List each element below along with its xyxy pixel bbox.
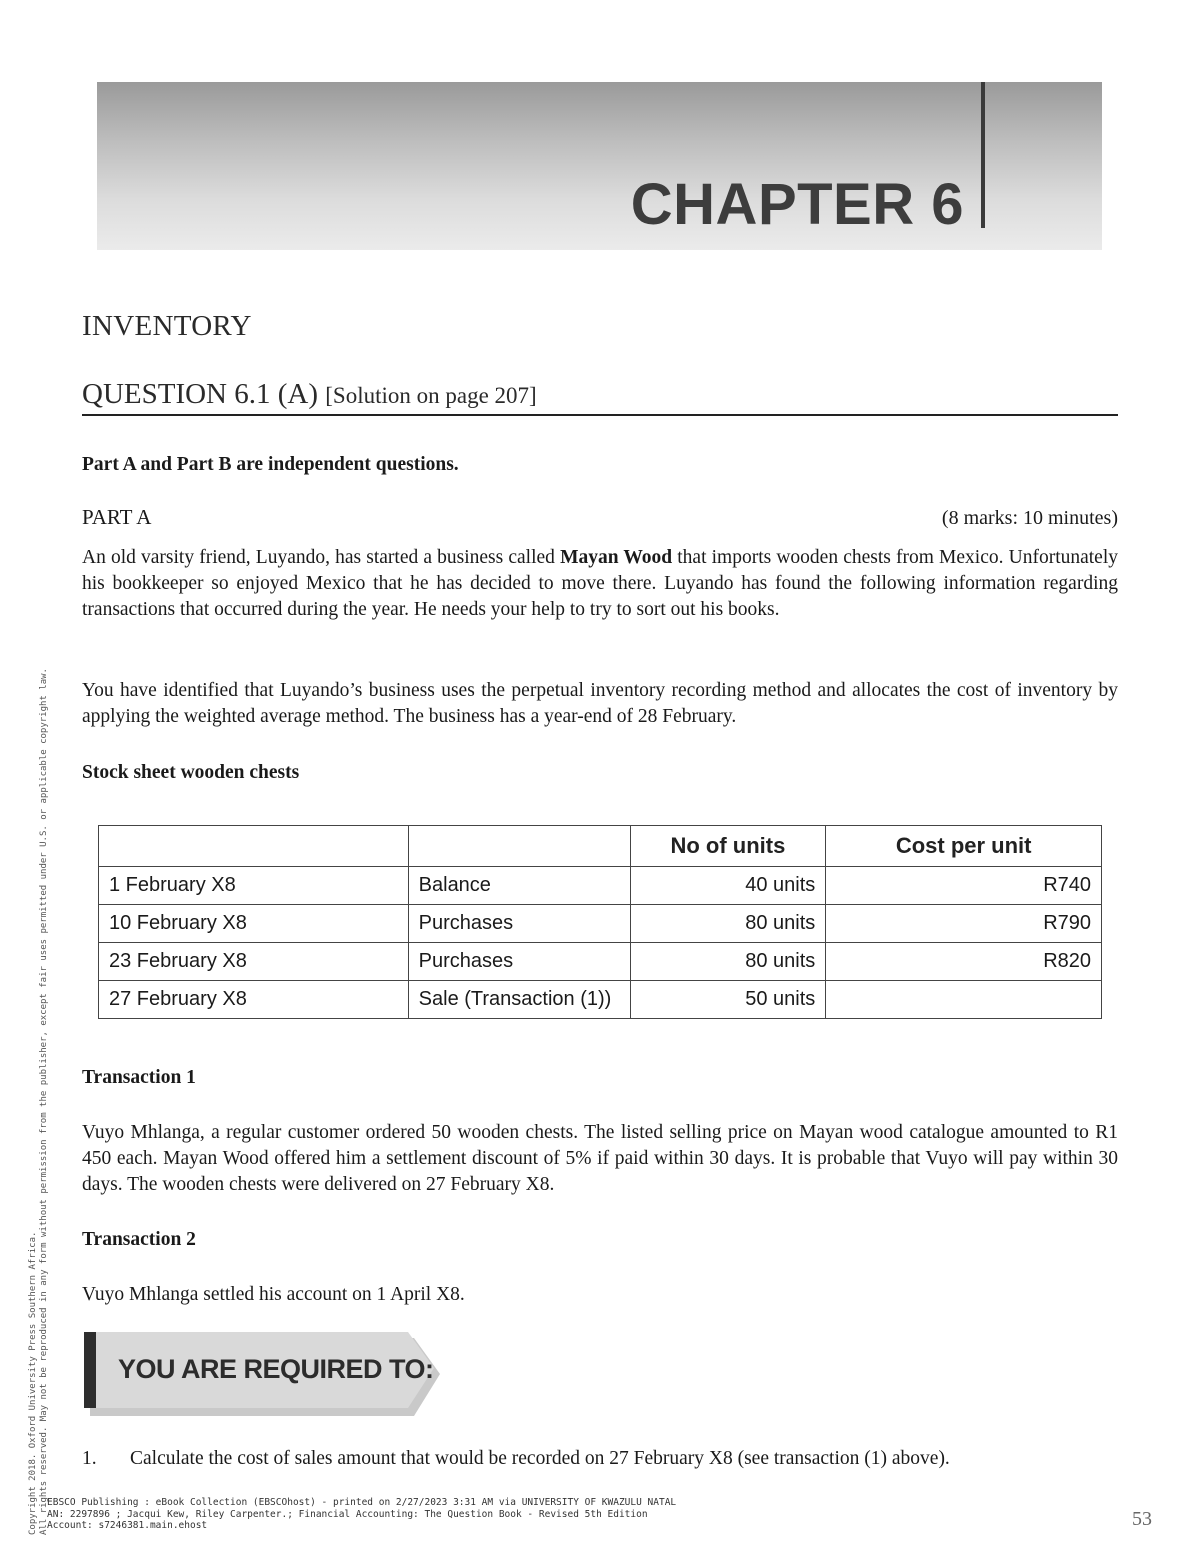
- stock-sheet-table: [98, 825, 1102, 1019]
- footer-line-2: AN: 2297896 ; Jacqui Kew, Riley Carpenter.; Financial Accounting: The Question Book - Revised 5th Edition: [47, 1508, 648, 1520]
- header-description: [408, 826, 630, 867]
- row-cost: R740: [826, 867, 1102, 905]
- table-row: [99, 905, 1102, 943]
- transaction-2-title: Transaction 2: [82, 1229, 196, 1250]
- requirement-number: 1.: [82, 1448, 97, 1469]
- table-row: [99, 981, 1102, 1019]
- table-row: [99, 867, 1102, 905]
- stock-sheet-title: Stock sheet wooden chests: [82, 762, 300, 783]
- row-date: 27 February X8: [99, 981, 409, 1019]
- question-heading: [82, 378, 1118, 416]
- intro-note: Part A and Part B are independent questions.: [82, 454, 459, 475]
- para1-text-after: that imports wooden chests from Mexico. Unfortunately his bookkeeper so enjoyed Mexico that he has decided to move there. Luyando has found the following information regarding transactions that occurred during the year. He needs your help to try to sort out his books.: [82, 547, 1119, 620]
- part-a-header: [82, 505, 1118, 533]
- footer-line-1: EBSCO Publishing : eBook Collection (EBSCOhost) - printed on 2/27/2023 3:31 AM via UNIVERSITY OF KWAZULU NATAL: [47, 1497, 677, 1508]
- header-cost: Cost per unit: [826, 826, 1102, 867]
- row-units: 80 units: [630, 905, 826, 943]
- row-units: 80 units: [630, 943, 826, 981]
- section-title: INVENTORY: [82, 310, 252, 342]
- row-date: 1 February X8: [99, 867, 409, 905]
- business-name: Mayan Wood: [560, 547, 673, 568]
- requirement-item-1: [82, 1448, 1118, 1470]
- row-units: 40 units: [630, 867, 826, 905]
- row-cost: R820: [826, 943, 1102, 981]
- footer-line-3: Account: s7246381.main.ehost: [47, 1520, 208, 1531]
- transaction-2-text: Vuyo Mhlanga settled his account on 1 April X8.: [82, 1284, 465, 1305]
- banner-divider: [981, 82, 985, 228]
- part-a-paragraph-1: [82, 545, 1118, 623]
- page-number: 53: [1132, 1508, 1152, 1530]
- transaction-1-title: Transaction 1: [82, 1067, 196, 1088]
- row-description: Sale (Transaction (1)): [408, 981, 630, 1019]
- row-units: 50 units: [630, 981, 826, 1019]
- row-date: 23 February X8: [99, 943, 409, 981]
- required-banner: [84, 1332, 436, 1408]
- table-header-row: [99, 826, 1102, 867]
- row-description: Purchases: [408, 943, 630, 981]
- para1-text-before: An old varsity friend, Luyando, has started a business called: [82, 547, 561, 568]
- solution-reference: [Solution on page 207]: [325, 383, 537, 408]
- table-row: [99, 943, 1102, 981]
- part-a-label: PART A: [82, 505, 152, 529]
- row-date: 10 February X8: [99, 905, 409, 943]
- side-copyright-line-1: Copyright 2018. Oxford University Press Southern Africa.: [28, 1231, 38, 1535]
- requirement-text: Calculate the cost of sales amount that would be recorded on 27 February X8 (see transaction (1) above).: [130, 1448, 950, 1469]
- header-units: No of units: [630, 826, 826, 867]
- transaction-1-text: Vuyo Mhlanga, a regular customer ordered 50 wooden chests. The listed selling price on Mayan wood catalogue amounted to R1 450 each. Mayan Wood offered him a settlement discount of 5% if paid within 30 days. It is probable that Vuyo will pay within 30 days. The wooden chests were delivered on 27 February X8.: [82, 1122, 1118, 1195]
- part-a-paragraph-2: You have identified that Luyando’s business uses the perpetual inventory recording method and allocates the cost of inventory by applying the weighted average method. The business has a year-end of 28 February.: [82, 680, 1118, 727]
- row-description: Purchases: [408, 905, 630, 943]
- part-a-marks: (8 marks: 10 minutes): [941, 507, 1118, 529]
- side-copyright-line-2: All rights reserved. May not be reproduced in any form without permission from the publisher, except fair uses permitted under U.S. or applicable copyright law.: [39, 668, 49, 1535]
- side-copyright-notice: [28, 395, 50, 1535]
- question-title: QUESTION 6.1 (A): [82, 378, 318, 410]
- required-label: YOU ARE REQUIRED TO:: [118, 1354, 434, 1384]
- row-description: Balance: [408, 867, 630, 905]
- chapter-title: CHAPTER 6: [630, 172, 964, 237]
- row-cost: [826, 981, 1102, 1019]
- footer-notice: [47, 1497, 676, 1532]
- row-cost: R790: [826, 905, 1102, 943]
- header-date: [99, 826, 409, 867]
